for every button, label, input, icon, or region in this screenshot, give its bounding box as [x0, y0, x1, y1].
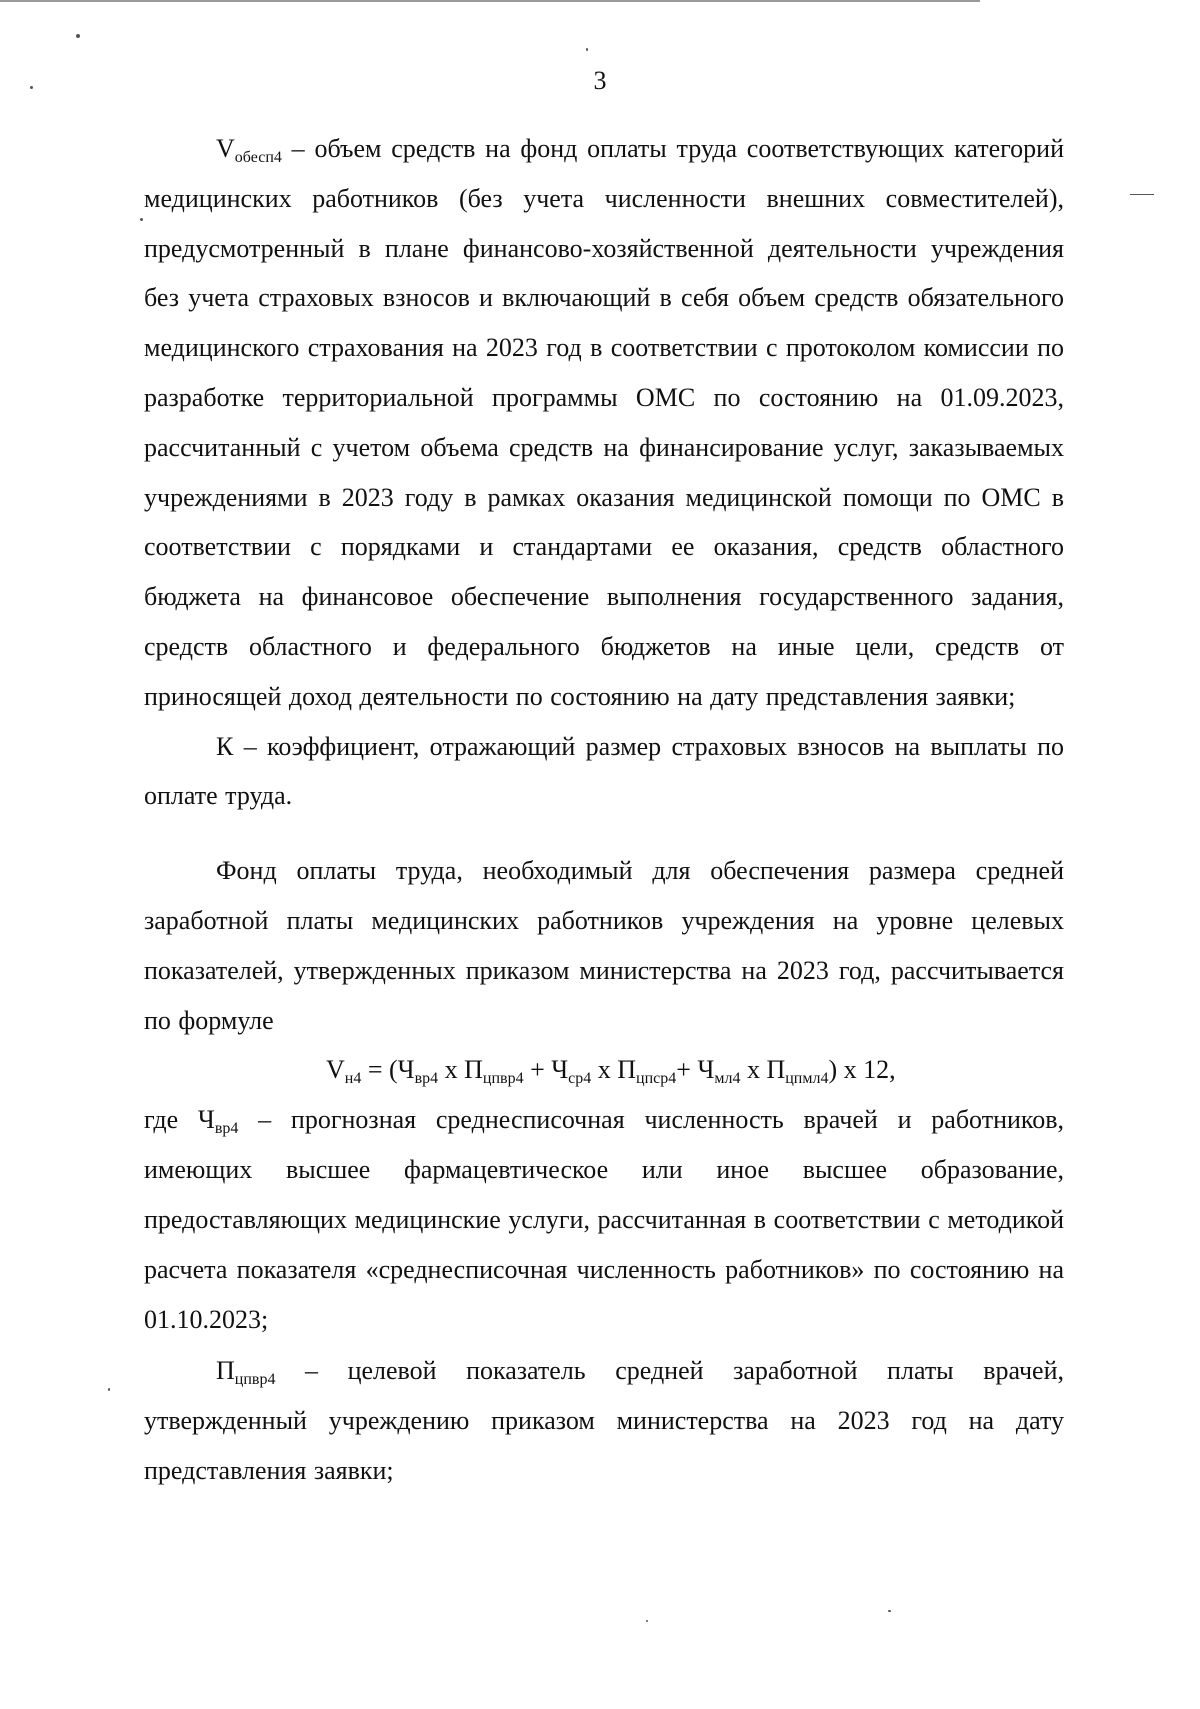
paragraph-coefficient-k	[144, 722, 1064, 822]
formula-part: ) х 12,	[828, 1055, 896, 1085]
document-body	[144, 124, 1064, 1496]
symbol-p-subscript: цпвр4	[234, 1371, 276, 1389]
scan-speck	[76, 34, 80, 38]
formula-subscript: цпвр4	[482, 1070, 524, 1088]
scan-top-edge	[0, 0, 980, 2]
formula-subscript: ср4	[568, 1070, 592, 1088]
scan-speck	[888, 1610, 891, 1612]
symbol-v: V	[216, 134, 235, 163]
formula-part: х П	[740, 1055, 786, 1085]
scan-speck	[1130, 194, 1154, 195]
scan-speck	[30, 86, 33, 89]
paragraph-text: – прогнозная среднесписочная численность врачей и работников, имеющих высшее фармацевтическое или иное высшее образование, предоставляющих медицинские услуги, рассчитанная в соответствии с методикой расчета показателя «среднесписочная численность работников» по состоянию на 01.10.2023;	[144, 1105, 1064, 1334]
formula-subscript: мл4	[714, 1070, 741, 1088]
symbol-ch-subscript: вр4	[214, 1120, 239, 1138]
paragraph-ch-vr4	[144, 1095, 1064, 1344]
scan-speck	[140, 218, 143, 221]
page-number: 3	[593, 66, 607, 95]
formula-part: V	[326, 1055, 345, 1085]
formula-part: х П	[438, 1055, 483, 1085]
formula-subscript: цпср4	[636, 1070, 677, 1088]
formula-subscript: цпмл4	[785, 1070, 829, 1088]
formula-part: + Ч	[676, 1055, 715, 1085]
formula-part: х П	[591, 1055, 637, 1085]
symbol-v-subscript: обесп4	[234, 149, 282, 166]
paragraph-text: Фонд оплаты труда, необходимый для обеспечения размера средней заработной платы медицинских работников учреждения на уровне целевых показателей, утвержденных приказом министерства на 2023 год, рассчитывается по формуле	[144, 856, 1064, 1035]
paragraph-text: – целевой показатель средней заработной платы врачей, утвержденный учреждению приказом министерства на 2023 год на дату представления заявки;	[144, 1356, 1064, 1485]
paragraph-v-obesp	[144, 124, 1064, 722]
paragraph-lead: где Ч	[144, 1105, 215, 1135]
scan-speck	[646, 1620, 648, 1622]
formula	[144, 1045, 1064, 1095]
paragraph-text: – объем средств на фонд оплаты труда соответствующих категорий медицинских работников (без учета численности внешних совместителей), предусмотренный в плане финансово-хозяйственной деятельности учреждения без учета страховых взносов и включающий в себя объем средств обязательного медицинского страхования на 2023 год в соответствии с протоколом комиссии по разработке территориальной программы ОМС по состоянию на 01.09.2023, рассчитанный с учетом объема средств на финансирование услуг, заказываемых учреждениями в 2023 году в рамках оказания медицинской помощи по ОМС в соответствии с порядками и стандартами ее оказания, средств областного бюджета на финансовое обеспечение выполнения государственного задания, средств областного и федерального бюджетов на иные цели, средств от приносящей доход деятельности по состоянию на дату представления заявки;	[144, 134, 1064, 711]
formula-subscript: вр4	[414, 1070, 439, 1088]
paragraph-p-tspvr4	[144, 1346, 1064, 1495]
formula-subscript: н4	[344, 1070, 362, 1088]
scan-speck	[108, 1388, 110, 1391]
paragraph-fund-intro	[144, 846, 1064, 1045]
scan-speck	[586, 48, 588, 51]
symbol-p: П	[216, 1356, 235, 1386]
formula-part: = (Ч	[361, 1055, 415, 1085]
formula-part: + Ч	[523, 1055, 569, 1085]
paragraph-text: К – коэффициент, отражающий размер страховых взносов на выплаты по оплате труда.	[144, 731, 1064, 811]
